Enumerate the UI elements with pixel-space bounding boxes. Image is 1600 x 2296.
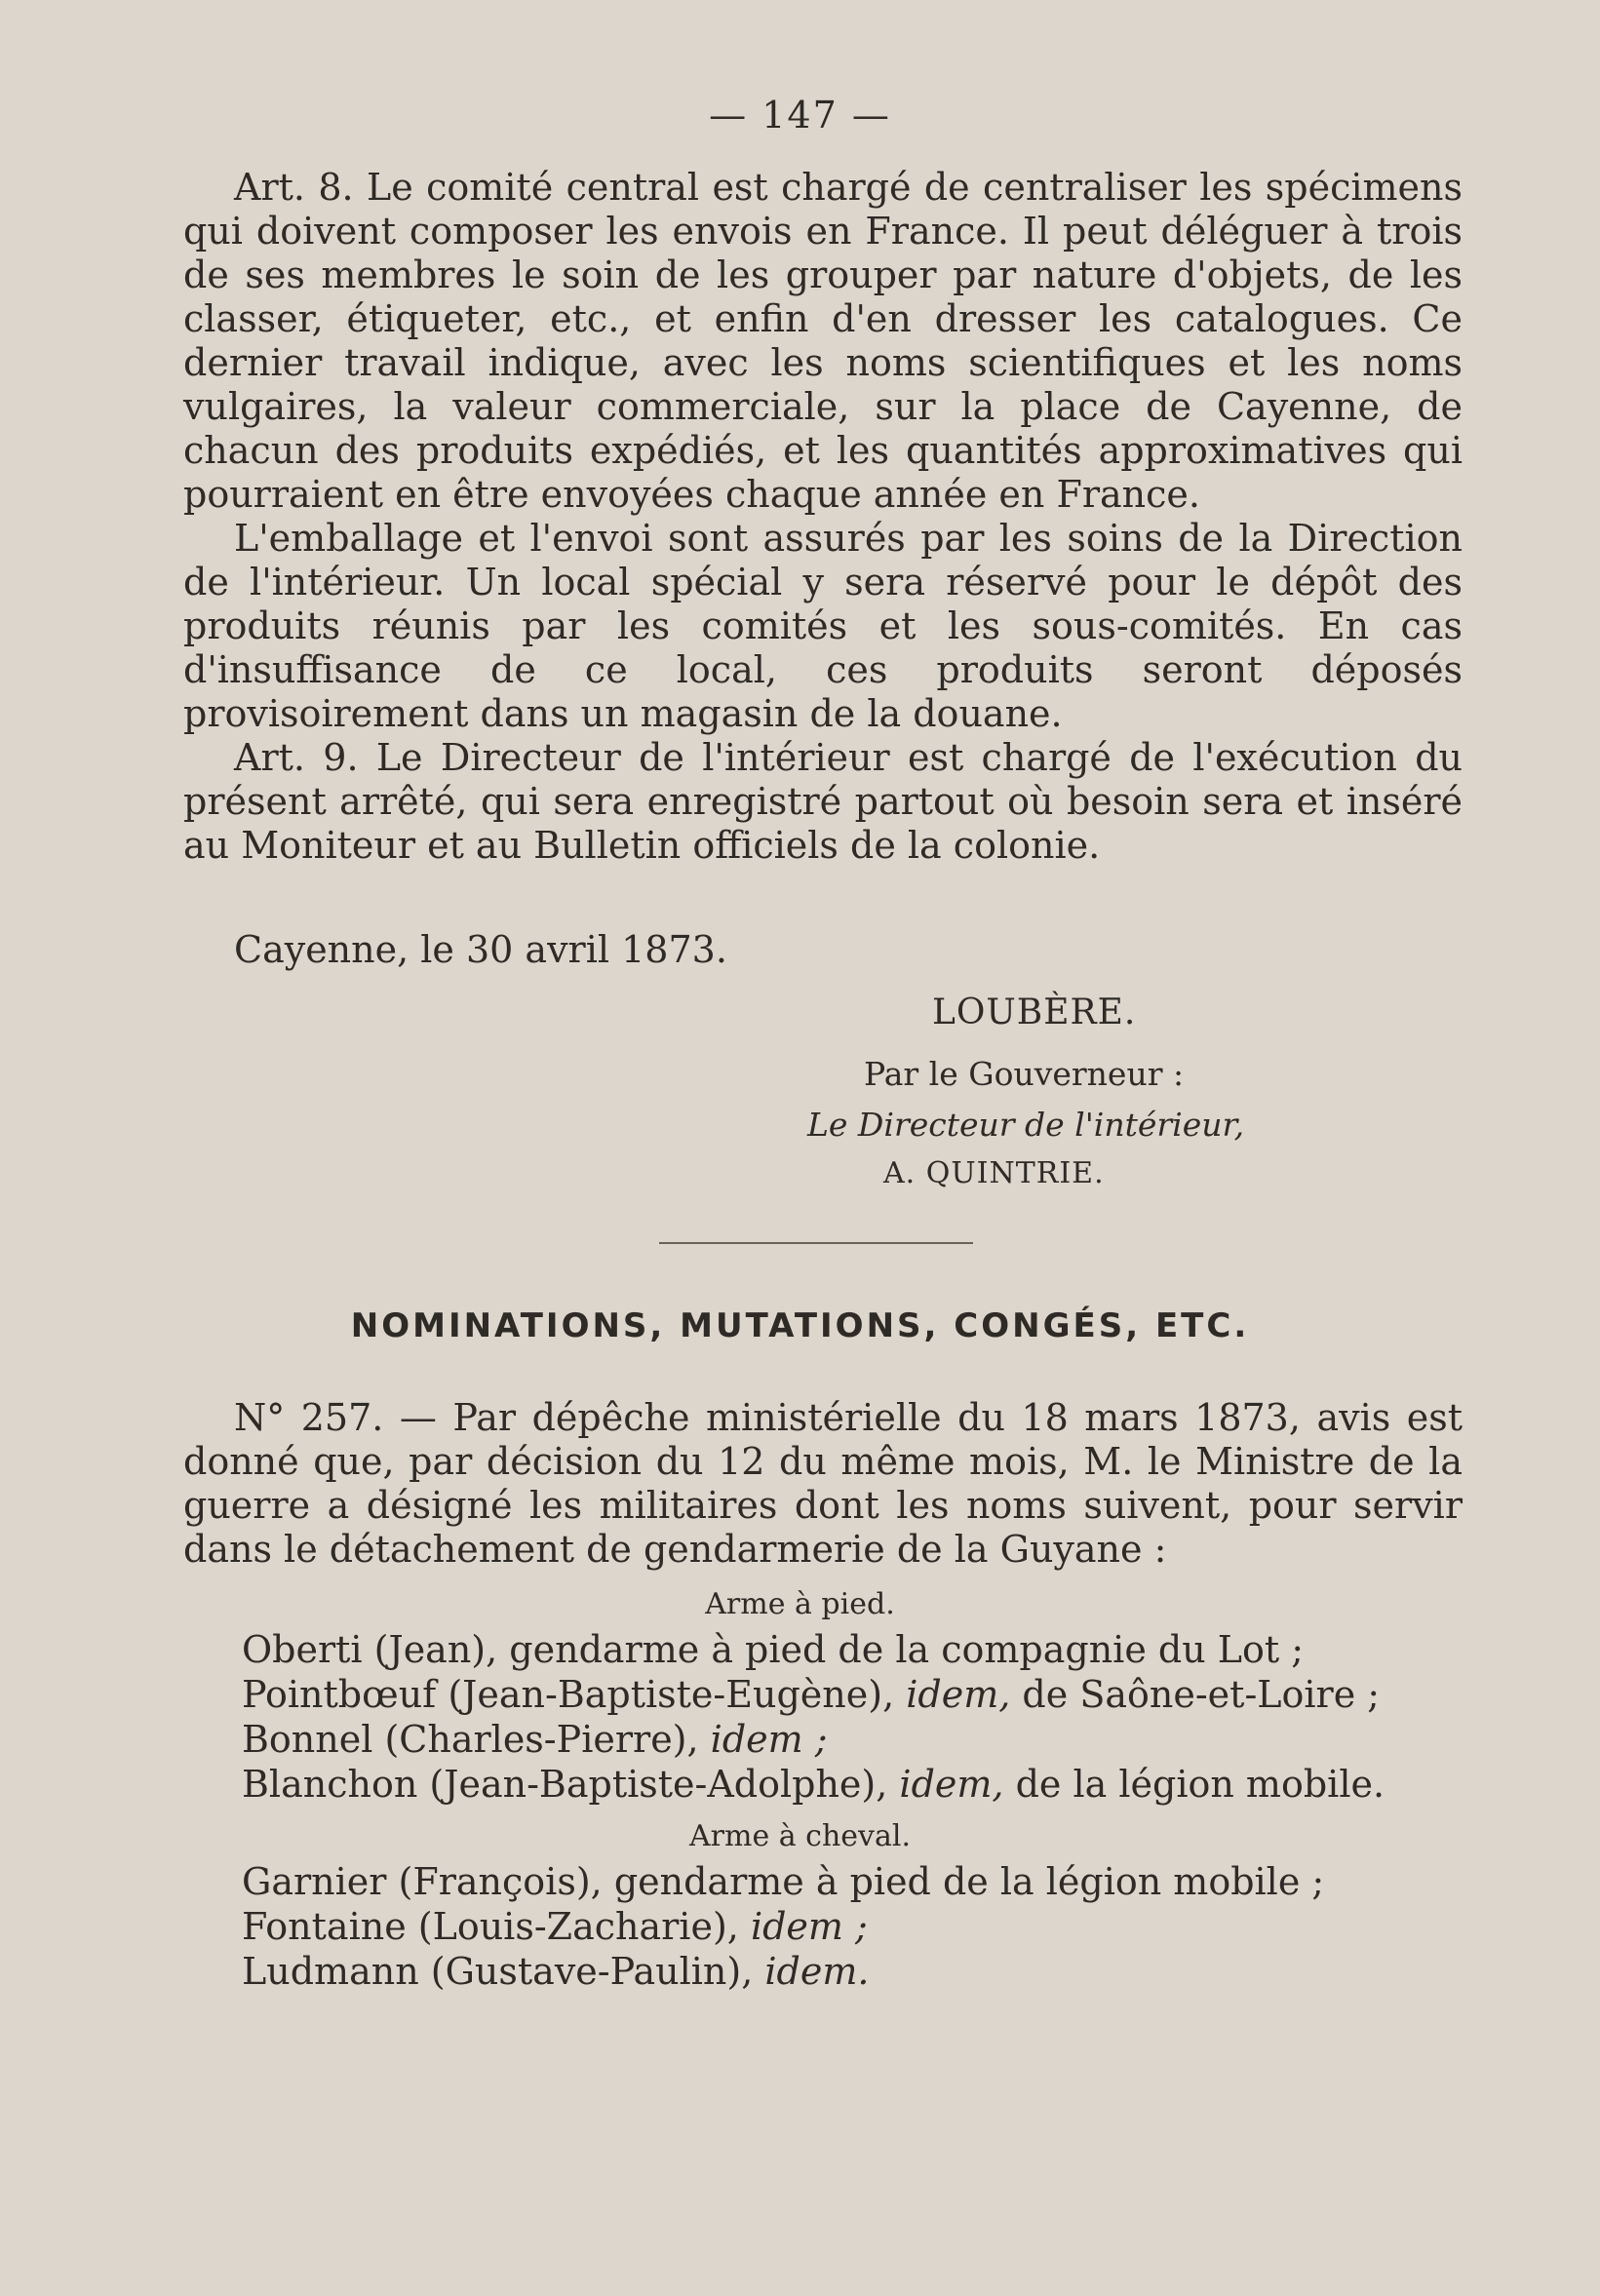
article-8-block <box>183 166 1463 868</box>
list-item: Ludmann (Gustave-Paulin), idem. <box>242 1950 870 1993</box>
list-item: Pointbœuf (Jean-Baptiste-Eugène), idem, de Saône-et-Loire ; <box>242 1673 1381 1716</box>
article-9-paragraph: Art. 9. Le Directeur de l'intérieur est chargé de l'exécution du présent arrêté, qui sera enregistré partout où besoin sera et inséré au Moniteur et au Bulletin officiels de la colonie. <box>183 736 1463 867</box>
list-item: Bonnel (Charles-Pierre), idem ; <box>242 1718 828 1761</box>
section-heading: NOMINATIONS, MUTATIONS, CONGÉS, ETC. <box>350 1306 1250 1345</box>
signature-signatory: A. QUINTRIE. <box>883 1156 1105 1190</box>
list-item: Garnier (François), gendarme à pied de la légion mobile ; <box>242 1860 1325 1903</box>
list-item: Oberti (Jean), gendarme à pied de la compagnie du Lot ; <box>242 1628 1305 1671</box>
signature-title: Le Directeur de l'intérieur, <box>807 1106 1245 1144</box>
list-item: Fontaine (Louis-Zacharie), idem ; <box>242 1905 868 1948</box>
section-divider <box>659 1242 973 1244</box>
signature-par: Par le Gouverneur : <box>864 1055 1185 1093</box>
arme-a-pied-heading: Arme à pied. <box>705 1587 895 1621</box>
signature-name: LOUBÈRE. <box>932 992 1137 1032</box>
page-number: — 147 — <box>709 94 891 136</box>
arme-a-cheval-heading: Arme à cheval. <box>688 1819 911 1853</box>
n257-block <box>183 1396 1463 1572</box>
list-item: Blanchon (Jean-Baptiste-Adolphe), idem, de la légion mobile. <box>242 1763 1385 1806</box>
n257-paragraph: N° 257. — Par dépêche ministérielle du 18 mars 1873, avis est donné que, par décision du 12 du même mois, M. le Ministre de la guerre a désigné les militaires dont les noms suivent, pour servir dans le détachement de gendarmerie de la Guyane : <box>183 1396 1463 1571</box>
date-line: Cayenne, le 30 avril 1873. <box>234 928 727 971</box>
emballage-paragraph: L'emballage et l'envoi sont assurés par les soins de la Direction de l'intérieur. Un local spécial y sera réservé pour le dépôt des produits réunis par les comités et les sous-comités. En cas d'insuffisance de ce local, ces produits seront déposés provisoirement dans un magasin de la douane. <box>183 517 1463 735</box>
article-8-paragraph: Art. 8. Le comité central est chargé de centraliser les spécimens qui doivent composer les envois en France. Il peut déléguer à trois de ses membres le soin de les grouper par nature d'objets, de les classer, étiqueter, etc., et enfin d'en dresser les catalogues. Ce dernier travail indique, avec les noms scientifiques et les noms vulgaires, la valeur commerciale, sur la place de Cayenne, de chacun des produits expédiés, et les quantités approximatives qui pourraient en être envoyées chaque année en France. <box>183 166 1463 516</box>
